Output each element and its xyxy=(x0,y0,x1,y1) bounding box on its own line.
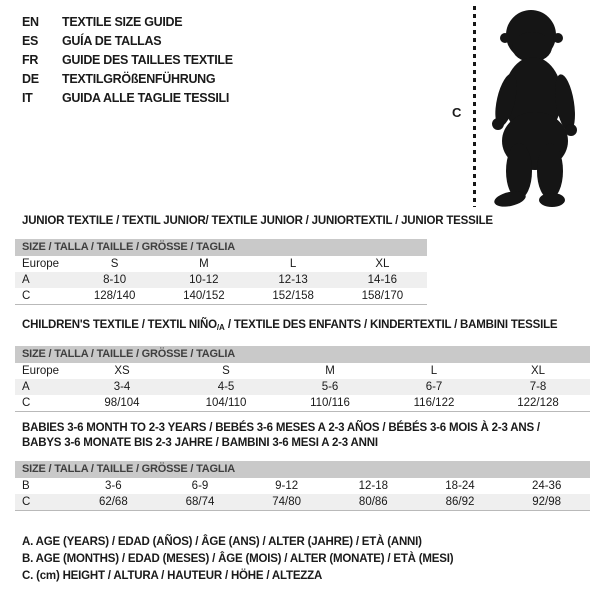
size-header-bar: SIZE / TALLA / TAILLE / GRÖSSE / TAGLIA xyxy=(15,461,590,478)
size-cell: 104/110 xyxy=(205,397,247,409)
babies-table-title-line2: BABYS 3-6 MONATE BIS 2-3 JAHRE / BAMBINI 3-6 MESI A 2-3 ANNI xyxy=(22,437,378,449)
size-cell: 6-7 xyxy=(425,381,443,393)
size-cell: 14-16 xyxy=(367,274,398,286)
size-cell: 140/152 xyxy=(183,290,225,302)
size-cell: M xyxy=(325,365,335,377)
language-label: TEXTILGRÖßENFÜHRUNG xyxy=(62,72,216,86)
row-label: C xyxy=(22,290,31,302)
children-title-subscript: /A xyxy=(216,323,225,332)
row-label: C xyxy=(22,397,31,409)
table-row-height xyxy=(15,288,427,304)
language-legend xyxy=(22,13,233,108)
language-label: GUIDE DES TAILLES TEXTILE xyxy=(62,53,233,67)
size-header-bar: SIZE / TALLA / TAILLE / GRÖSSE / TAGLIA xyxy=(15,239,427,256)
size-cell: 4-5 xyxy=(217,381,235,393)
size-cell: 12-13 xyxy=(278,274,308,286)
size-cell: 74/80 xyxy=(272,496,302,508)
size-cell: 7-8 xyxy=(529,381,547,393)
language-code: ES xyxy=(22,34,39,48)
table-row-months xyxy=(15,478,590,494)
size-cell: 98/104 xyxy=(104,397,140,409)
language-row-de xyxy=(22,70,233,89)
note-b: B. AGE (MONTHS) / EDAD (MESES) / ÂGE (MOIS) / ALTER (MONATE) / ETÀ (MESI) xyxy=(22,553,454,565)
size-cell: 3-4 xyxy=(113,381,131,393)
children-title-suffix: / TEXTILE DES ENFANTS / KINDERTEXTIL / BAMBINI TESSILE xyxy=(224,319,558,331)
row-label: A xyxy=(22,381,30,393)
size-table-babies xyxy=(15,461,590,511)
footnotes xyxy=(22,534,453,585)
size-cell: M xyxy=(199,258,209,270)
size-cell: 128/140 xyxy=(93,290,136,302)
size-cell: 8-10 xyxy=(103,274,127,286)
size-cell: 24-36 xyxy=(531,480,562,492)
size-cell: 110/116 xyxy=(310,397,350,409)
language-row-fr xyxy=(22,51,233,70)
size-header-bar: SIZE / TALLA / TAILLE / GRÖSSE / TAGLIA xyxy=(15,346,590,363)
table-row-height xyxy=(15,395,590,411)
language-code: IT xyxy=(22,91,33,105)
baby-silhouette xyxy=(481,5,591,207)
language-row-en xyxy=(22,13,233,32)
row-label: Europe xyxy=(22,258,60,270)
table-row-age xyxy=(15,379,590,395)
size-cell: XL xyxy=(530,365,546,377)
note-c: C. (cm) HEIGHT / ALTURA / HAUTEUR / HÖHE / ALTEZZA xyxy=(22,570,323,582)
size-cell: 10-12 xyxy=(189,274,219,286)
language-row-es xyxy=(22,32,233,51)
size-cell: XS xyxy=(114,365,130,377)
language-label: TEXTILE SIZE GUIDE xyxy=(62,15,183,29)
size-cell: 122/128 xyxy=(517,397,559,409)
row-label: A xyxy=(22,274,30,286)
size-cell: L xyxy=(289,258,297,270)
size-cell: 3-6 xyxy=(105,480,122,492)
size-cell: 152/158 xyxy=(272,290,314,302)
size-cell: 86/92 xyxy=(445,496,475,508)
size-cell: 6-9 xyxy=(191,480,209,492)
size-cell: 18-24 xyxy=(445,480,475,492)
size-cell: S xyxy=(222,365,230,377)
language-code: FR xyxy=(22,53,39,67)
size-cell: 116/122 xyxy=(413,397,455,409)
row-label: C xyxy=(22,496,31,508)
table-row-age xyxy=(15,272,427,288)
language-code: DE xyxy=(22,72,39,86)
junior-table-title: JUNIOR TEXTILE / TEXTIL JUNIOR/ TEXTILE JUNIOR / JUNIORTEXTIL / JUNIOR TESSILE xyxy=(22,215,493,227)
table-row-europe xyxy=(15,256,427,272)
row-label: B xyxy=(22,480,30,492)
note-a: A. AGE (YEARS) / EDAD (AÑOS) / ÂGE (ANS) / ALTER (JAHRE) / ETÀ (ANNI) xyxy=(22,536,422,548)
size-table-children xyxy=(15,346,590,412)
language-label: GUIDA ALLE TAGLIE TESSILI xyxy=(62,91,230,105)
table-row-height xyxy=(15,494,590,510)
size-cell: 92/98 xyxy=(532,496,562,508)
babies-table-title-line1: BABIES 3-6 MONTH TO 2-3 YEARS / BEBÉS 3-6 MESES A 2-3 AÑOS / BÉBÉS 3-6 MOIS À 2-3 ANS / xyxy=(22,422,540,434)
size-cell: 158/170 xyxy=(361,290,404,302)
size-table-junior xyxy=(15,239,427,305)
size-cell: S xyxy=(110,258,119,270)
children-table-title xyxy=(22,319,557,332)
size-cell: 68/74 xyxy=(185,496,215,508)
size-cell: 12-18 xyxy=(358,480,389,492)
size-cell: 80/86 xyxy=(358,496,388,508)
table-row-europe xyxy=(15,363,590,379)
language-row-it xyxy=(22,89,233,108)
size-cell: 62/68 xyxy=(98,496,128,508)
height-dashed-line xyxy=(473,6,476,207)
size-cell: 9-12 xyxy=(275,480,299,492)
size-cell: XL xyxy=(375,258,390,270)
language-code: EN xyxy=(22,15,39,29)
height-c-label: C xyxy=(452,105,462,120)
size-cell: 5-6 xyxy=(321,381,339,393)
size-cell: L xyxy=(430,365,438,377)
language-label: GUÍA DE TALLAS xyxy=(62,34,162,48)
children-title-prefix: CHILDREN'S TEXTILE / TEXTIL NIÑO xyxy=(22,319,217,331)
row-label: Europe xyxy=(22,365,60,377)
